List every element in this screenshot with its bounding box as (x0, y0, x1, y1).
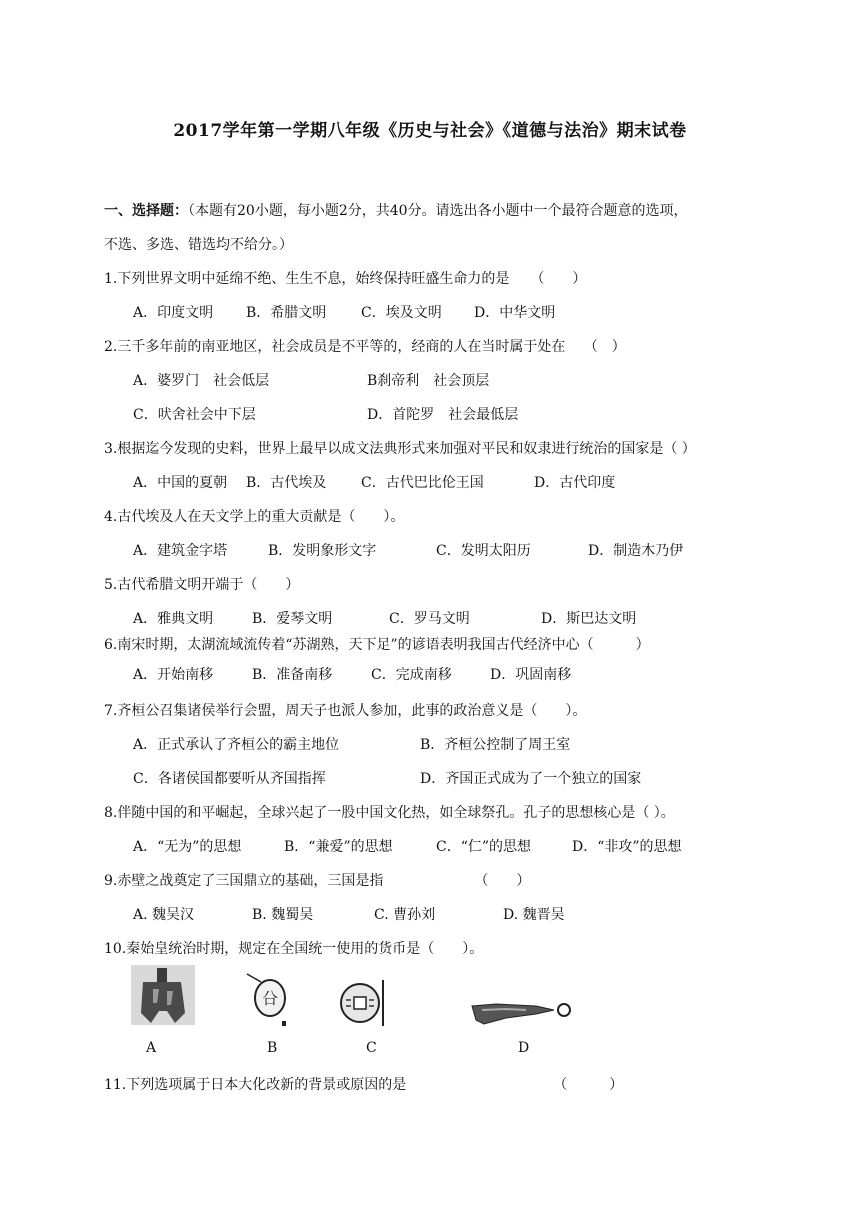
option: C．完成南移 (371, 667, 452, 683)
image-label-d: D (518, 1040, 530, 1056)
option: B刹帝利 社会顶层 (367, 373, 490, 389)
option: D．齐国正式成为了一个独立的国家 (420, 771, 642, 787)
question-stem: 9.赤壁之战奠定了三国鼎立的基础，三国是指 （ ） (104, 873, 531, 889)
ban-liang-coin-image (338, 980, 388, 1026)
option: D．巩固南移 (490, 667, 572, 683)
option: A．开始南移 (133, 667, 214, 683)
question-stem: 2.三千多年前的南亚地区，社会成员是不平等的，经商的人在当时属于处在 （ ） (104, 339, 626, 355)
option: C．埃及文明 (361, 305, 442, 321)
option: D．“非攻”的思想 (572, 839, 682, 855)
option: A．“无为”的思想 (133, 839, 242, 855)
question-stem: 8.伴随中国的和平崛起，全球兴起了一股中国文化热，如全球祭孔。孔子的思想核心是（ ）。 (104, 805, 675, 821)
svg-text:㕣: 㕣 (261, 989, 279, 1008)
option: B．“兼爱”的思想 (284, 839, 393, 855)
option: D. 魏晋吴 (503, 907, 565, 923)
section-intro-line2: 不选、多选、错选均不给分。） (104, 237, 293, 253)
option: B. 魏蜀吴 (252, 907, 314, 923)
section-intro (104, 200, 688, 220)
option: B．准备南移 (252, 667, 333, 683)
image-label-b: B (267, 1040, 278, 1056)
option: C．“仁”的思想 (436, 839, 532, 855)
option: B．爱琴文明 (252, 611, 333, 627)
question-stem: 10.秦始皇统治时期，规定在全国统一使用的货币是（ ）。 (104, 941, 484, 957)
question-stem: 7.齐桓公召集诸侯举行会盟，周天子也派人参加，此事的政治意义是（ ）。 (104, 703, 587, 719)
spade-coin-image (131, 965, 195, 1025)
option: B．齐桓公控制了周王室 (420, 737, 571, 753)
section-intro-line1: （本题有20小题，每小题2分，共40分。请选出各小题中一个最符合题意的选项， (188, 203, 688, 219)
option: C．罗马文明 (389, 611, 470, 627)
question-stem: 3.根据迄今发现的史料，世界上最早以成文法典形式来加强对平民和奴隶进行统治的国家是（ ） (104, 441, 696, 457)
image-label-c: C (366, 1040, 377, 1056)
question-stem: 6.南宋时期，太湖流域流传着“苏湖熟，天下足”的谚语表明我国古代经济中心（ ） (104, 637, 650, 653)
question-stem: 5.古代希腊文明开端于（ ） (104, 577, 300, 593)
ant-nose-coin-image (245, 970, 293, 1028)
option: D．中华文明 (474, 305, 556, 321)
section-heading: 一、选择题： (104, 203, 188, 219)
option: B．希腊文明 (246, 305, 327, 321)
option: C．古代巴比伦王国 (361, 475, 484, 491)
option: A．雅典文明 (133, 611, 214, 627)
option: A．正式承认了齐桓公的霸主地位 (133, 737, 340, 753)
option: A．建筑金字塔 (133, 543, 228, 559)
exam-title: 2017学年第一学期八年级《历史与社会》《道德与法治》期末试卷 (173, 121, 687, 141)
question-stem: 4.古代埃及人在天文学上的重大贡献是（ ）。 (104, 509, 405, 525)
option: D．制造木乃伊 (588, 543, 684, 559)
question-stem: 11.下列选项属于日本大化改新的背景或原因的是 （ ） (104, 1077, 624, 1093)
option: D．首陀罗 社会最低层 (367, 407, 519, 423)
option: A. 魏吴汉 (133, 907, 195, 923)
option: D．斯巴达文明 (541, 611, 637, 627)
option: B．古代埃及 (246, 475, 327, 491)
option: C．各诸侯国都要听从齐国指挥 (133, 771, 326, 787)
option: A．印度文明 (133, 305, 214, 321)
knife-coin-image (466, 998, 576, 1028)
question-stem: 1.下列世界文明中延绵不绝、生生不息，始终保持旺盛生命力的是 （ ） (104, 271, 587, 287)
option: A．中国的夏朝 (133, 475, 228, 491)
option: B．发明象形文字 (268, 543, 377, 559)
option: C. 曹孙刘 (374, 907, 436, 923)
option: C．吠舍社会中下层 (133, 407, 256, 423)
option: A．婆罗门 社会低层 (133, 373, 270, 389)
image-label-a: A (146, 1040, 157, 1056)
option: C．发明太阳历 (436, 543, 531, 559)
option: D．古代印度 (534, 475, 616, 491)
